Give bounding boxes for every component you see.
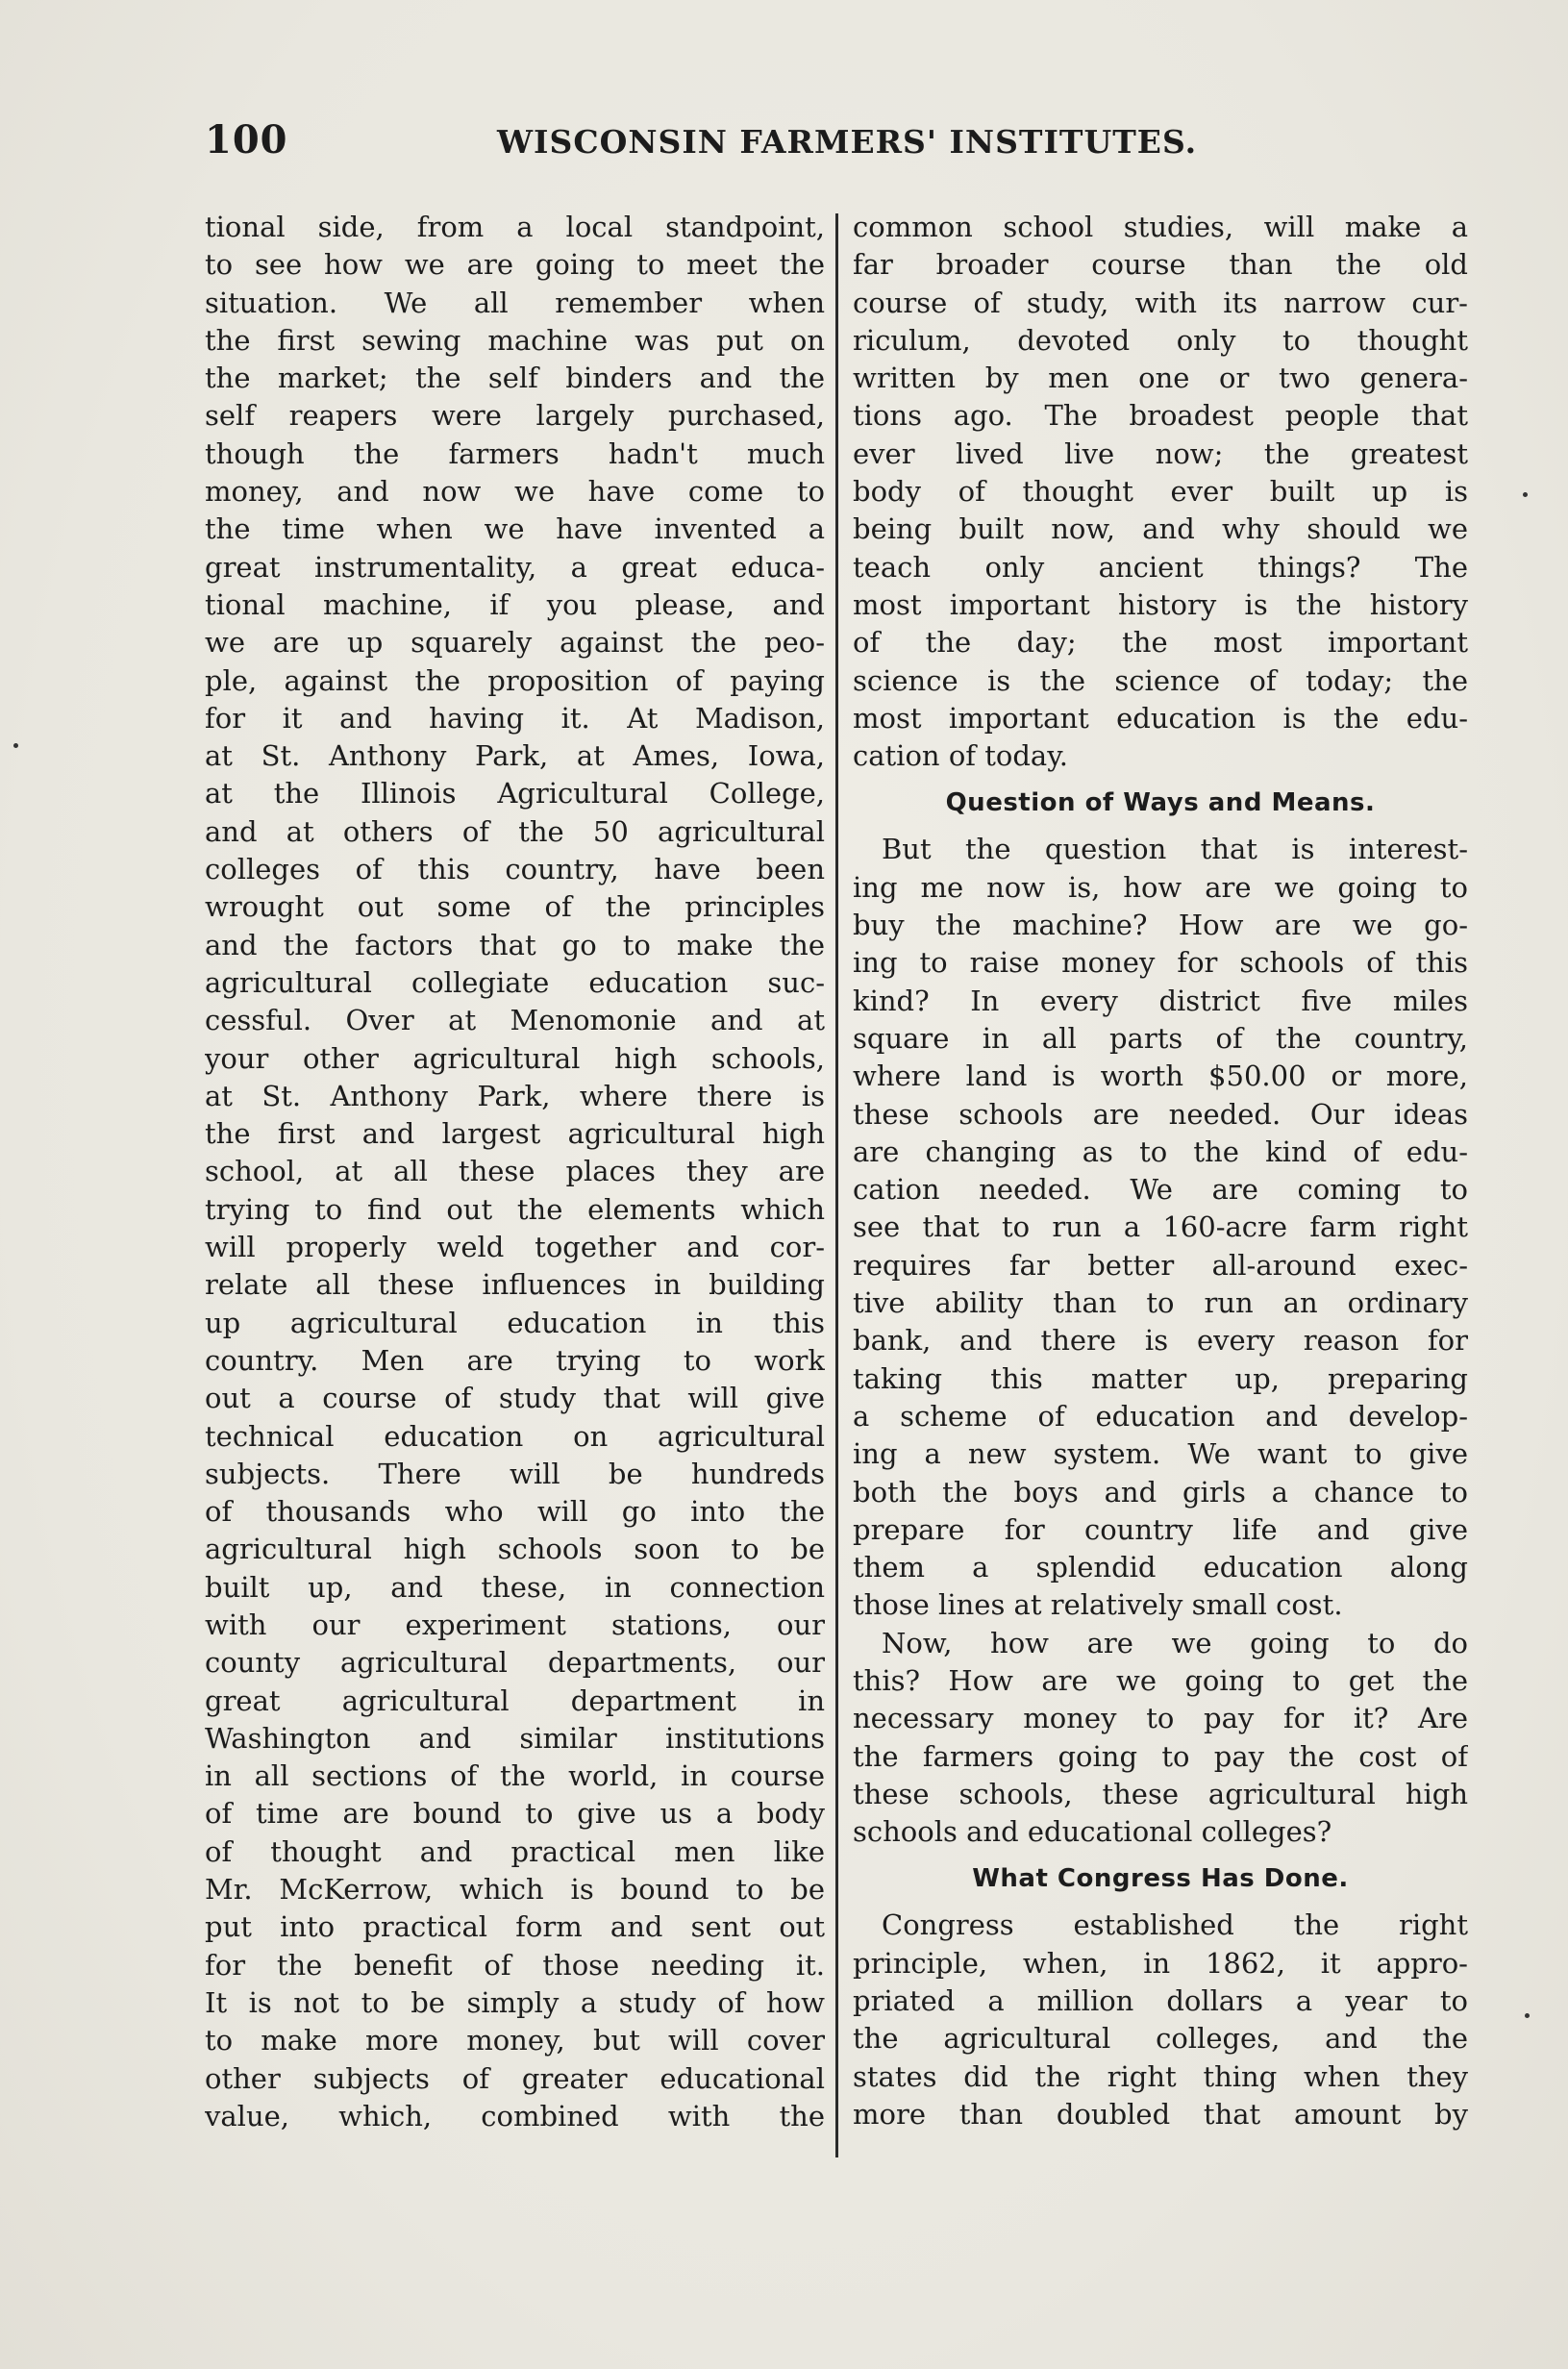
- text-line: tions ago. The broadest people that: [853, 399, 1468, 433]
- text-line: schools and educational colleges?: [853, 1815, 1332, 1849]
- text-line: written by men one or two genera-: [853, 362, 1468, 395]
- text-line: and the factors that go to make the: [205, 928, 825, 961]
- scan-speck: [1523, 492, 1528, 497]
- scan-speck: [13, 743, 18, 748]
- text-line: self reapers were largely purchased,: [205, 399, 825, 433]
- text-line: bank, and there is every reason for: [853, 1324, 1468, 1358]
- text-line: cessful. Over at Menomonie and at: [205, 1004, 825, 1037]
- left-column: [205, 209, 825, 2135]
- text-line: we are up squarely against the peo-: [205, 626, 825, 660]
- text-line: out a course of study that will give: [205, 1382, 825, 1415]
- text-line: are changing as to the kind of edu-: [853, 1135, 1468, 1168]
- scan-speck: [1525, 2013, 1530, 2018]
- text-line: kind? In every district five miles: [853, 984, 1468, 1017]
- text-line: far broader course than the old: [853, 248, 1468, 282]
- text-line: these schools, these agricultural high: [853, 1777, 1468, 1810]
- text-line: states did the right thing when they: [853, 2059, 1468, 2093]
- text-line: at St. Anthony Park, where there is: [205, 1079, 825, 1112]
- page-header: [205, 117, 1198, 175]
- text-line: of thought and practical men like: [205, 1834, 825, 1868]
- text-line: ing to raise money for schools of this: [853, 946, 1468, 980]
- text-line: ple, against the proposition of paying: [205, 663, 825, 697]
- text-line: this? How are we going to get the: [853, 1663, 1468, 1697]
- page-number: 100: [205, 117, 288, 162]
- text-line: square in all parts of the country,: [853, 1021, 1468, 1055]
- text-line: tional side, from a local standpoint,: [205, 211, 825, 243]
- text-line: common school studies, will make a: [853, 211, 1468, 243]
- text-line: for it and having it. At Madison,: [205, 701, 825, 735]
- text-line: to make more money, but will cover: [205, 2024, 825, 2057]
- column-divider: [835, 213, 838, 2157]
- paragraph: [853, 1907, 1468, 2133]
- text-line: Washington and similar institutions: [205, 1721, 825, 1755]
- text-line: tive ability than to run an ordinary: [853, 1286, 1468, 1320]
- text-line: colleges of this country, have been: [205, 853, 825, 886]
- text-line: where land is worth $50.00 or more,: [853, 1060, 1468, 1093]
- text-line: value, which, combined with the: [205, 2099, 825, 2132]
- text-line: great instrumentality, a great educa-: [205, 550, 825, 584]
- text-line: up agricultural education in this: [205, 1306, 825, 1339]
- text-line: But the question that is interest-: [882, 833, 1468, 866]
- text-line: the first sewing machine was put on: [205, 323, 825, 357]
- text-line: technical education on agricultural: [205, 1419, 825, 1453]
- text-line: to see how we are going to meet the: [205, 248, 825, 282]
- text-line: prepare for country life and give: [853, 1512, 1468, 1546]
- text-line: county agricultural departments, our: [205, 1646, 825, 1680]
- section-heading-what-congress-has-done: What Congress Has Done.: [972, 1864, 1349, 1894]
- text-line: of thousands who will go into the: [205, 1495, 825, 1529]
- text-line: ing a new system. We want to give: [853, 1437, 1468, 1471]
- running-head: WISCONSIN FARMERS' INSTITUTES.: [497, 123, 1198, 161]
- text-line: the agricultural colleges, and the: [853, 2022, 1468, 2056]
- text-line: great agricultural department in: [205, 1683, 825, 1717]
- text-line: being built now, and why should we: [853, 512, 1468, 546]
- text-line: riculum, devoted only to thought: [853, 323, 1468, 357]
- right-column: [853, 209, 1468, 2133]
- paragraph: [853, 1625, 1468, 1852]
- text-line: the time when we have invented a: [205, 512, 825, 546]
- text-line: trying to find out the elements which: [205, 1192, 825, 1226]
- text-line: Mr. McKerrow, which is bound to be: [205, 1873, 825, 1907]
- text-line: requires far better all-around exec-: [853, 1248, 1468, 1282]
- text-line: course of study, with its narrow cur-: [853, 286, 1468, 319]
- text-line: teach only ancient things? The: [853, 550, 1468, 584]
- text-line: most important history is the history: [853, 587, 1468, 621]
- text-line: It is not to be simply a study of how: [205, 1985, 825, 2019]
- text-line: a scheme of education and develop-: [853, 1399, 1468, 1433]
- text-line: cation of today.: [853, 739, 1068, 773]
- paragraph: [853, 831, 1468, 1624]
- text-line: cation needed. We are coming to: [853, 1173, 1468, 1207]
- text-line: built up, and these, in connection: [205, 1570, 825, 1604]
- text-line: of time are bound to give us a body: [205, 1797, 825, 1831]
- text-line: Now, how are we going to do: [882, 1626, 1468, 1659]
- text-line: agricultural high schools soon to be: [205, 1533, 825, 1566]
- text-line: at St. Anthony Park, at Ames, Iowa,: [205, 739, 825, 773]
- text-line: priated a million dollars a year to: [853, 1984, 1468, 2018]
- text-line: ing me now is, how are we going to: [853, 870, 1468, 904]
- text-line: see that to run a 160-acre farm right: [853, 1210, 1468, 1244]
- text-line: at the Illinois Agricultural College,: [205, 777, 825, 810]
- text-line: in all sections of the world, in course: [205, 1759, 825, 1793]
- text-line: those lines at relatively small cost.: [853, 1588, 1343, 1622]
- text-line: though the farmers hadn't much: [205, 436, 825, 470]
- text-line: subjects. There will be hundreds: [205, 1457, 825, 1490]
- text-line: and at others of the 50 agricultural: [205, 814, 825, 848]
- text-line: situation. We all remember when: [205, 286, 825, 319]
- text-line: for the benefit of those needing it.: [205, 1948, 825, 1982]
- text-line: ever lived live now; the greatest: [853, 436, 1468, 470]
- text-line: body of thought ever built up is: [853, 475, 1468, 509]
- text-line: the farmers going to pay the cost of: [853, 1739, 1468, 1773]
- text-line: them a splendid education along: [853, 1551, 1468, 1584]
- text-line: wrought out some of the principles: [205, 890, 825, 924]
- text-line: most important education is the edu-: [853, 701, 1468, 735]
- text-line: agricultural collegiate education suc-: [205, 965, 825, 999]
- text-line: taking this matter up, preparing: [853, 1361, 1468, 1395]
- text-line: of the day; the most important: [853, 626, 1468, 660]
- text-line: put into practical form and sent out: [205, 1910, 825, 1944]
- text-line: science is the science of today; the: [853, 663, 1468, 697]
- paragraph: [853, 209, 1468, 775]
- text-line: country. Men are trying to work: [205, 1343, 825, 1377]
- text-line: other subjects of greater educational: [205, 2061, 825, 2095]
- text-line: relate all these influences in building: [205, 1268, 825, 1302]
- text-line: tional machine, if you please, and: [205, 587, 825, 621]
- text-line: the market; the self binders and the: [205, 362, 825, 395]
- text-line: principle, when, in 1862, it appro-: [853, 1946, 1468, 1980]
- text-line: your other agricultural high schools,: [205, 1041, 825, 1075]
- text-line: more than doubled that amount by: [853, 2097, 1468, 2131]
- text-line: Congress established the right: [882, 1908, 1468, 1942]
- text-line: school, at all these places they are: [205, 1155, 825, 1188]
- text-line: will properly weld together and cor-: [205, 1231, 825, 1264]
- text-line: money, and now we have come to: [205, 475, 825, 509]
- text-line: buy the machine? How are we go-: [853, 909, 1468, 942]
- text-line: with our experiment stations, our: [205, 1608, 825, 1641]
- section-heading-ways-and-means: Question of Ways and Means.: [945, 788, 1376, 818]
- text-line: these schools are needed. Our ideas: [853, 1097, 1468, 1131]
- text-line: the first and largest agricultural high: [205, 1117, 825, 1151]
- text-line: necessary money to pay for it? Are: [853, 1702, 1468, 1735]
- text-line: both the boys and girls a chance to: [853, 1475, 1468, 1509]
